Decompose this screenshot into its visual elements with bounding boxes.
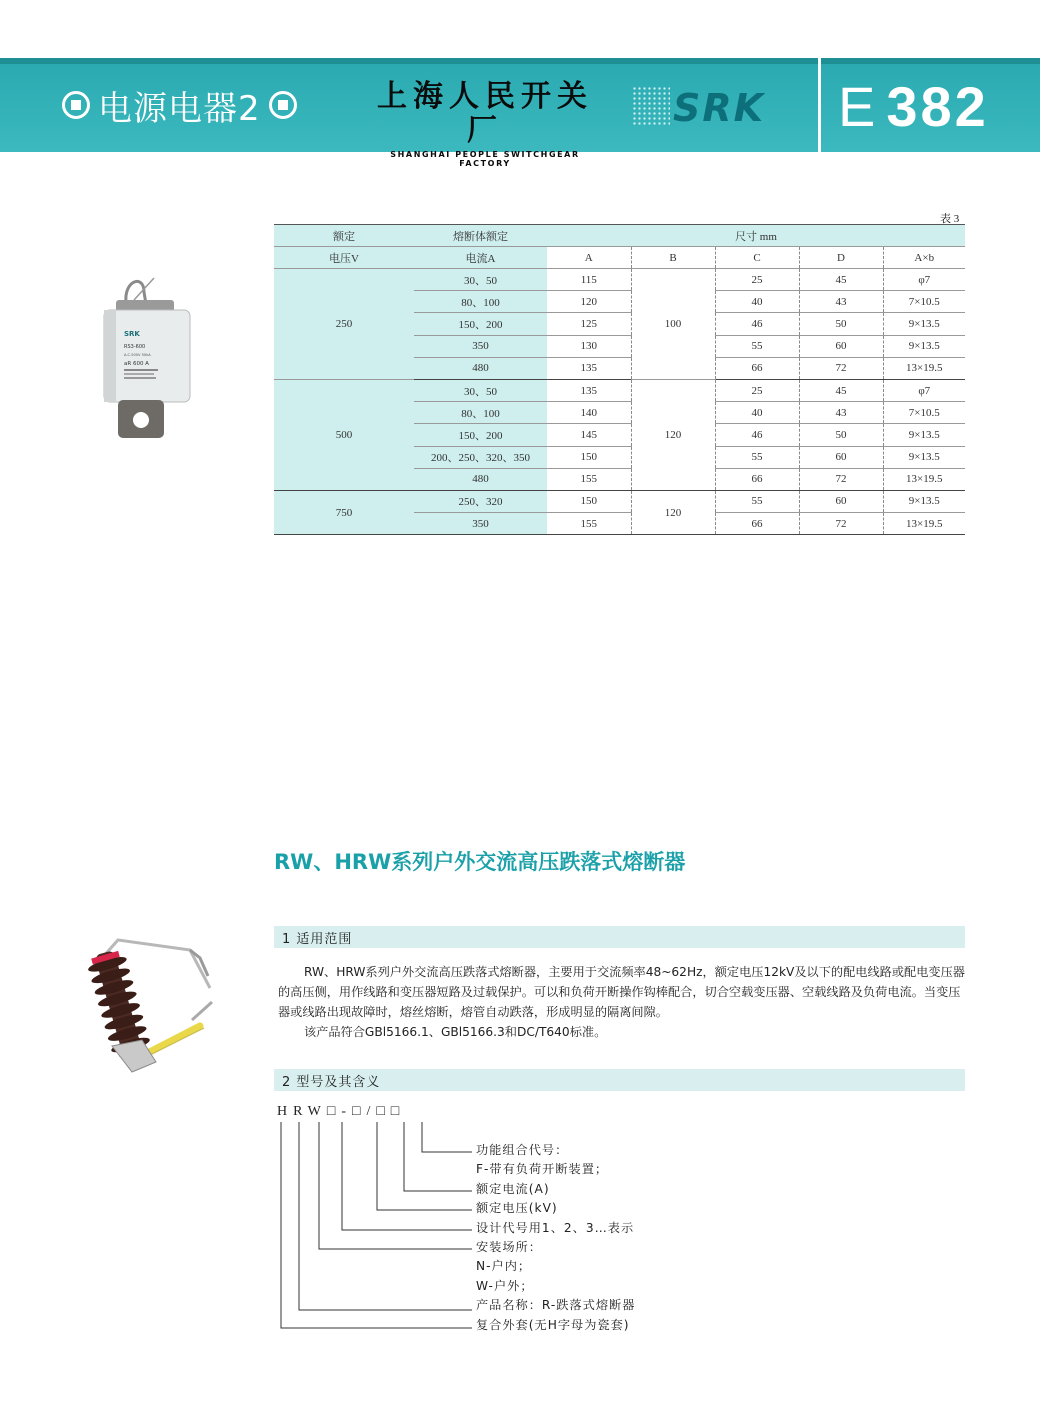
- cell-c: 66: [715, 513, 799, 535]
- table-row: [274, 490, 965, 512]
- cell-a: 155: [547, 468, 631, 490]
- cell-axb: 9×13.5: [883, 446, 965, 468]
- standard-text: 该产品符合GBl5166.1、GBl5166.3和DC/T640标准。: [304, 1025, 607, 1039]
- cell-d: 43: [799, 291, 883, 313]
- scope-text: RW、HRW系列户外交流高压跌落式熔断器，主要用于交流频率48~62Hz，额定电压12kV及以下的配电线路或配电变压器的高压侧，用作线路和变压器短路及过载保护。可以和负荷开断操作钩棒配合，切合空载变压器、空载线路及负荷电流。当变压器或线路出现故障时，熔丝熔断，熔管自动跌落，形成明显的隔离间隙。: [278, 965, 965, 1019]
- cell-current: 480: [414, 357, 547, 379]
- cell-a: 135: [547, 379, 631, 401]
- cell-current: 150、200: [414, 313, 547, 335]
- cell-d: 72: [799, 357, 883, 379]
- col-head-d: D: [799, 247, 883, 269]
- subsection-title-scope: 1 适用范围: [282, 932, 353, 947]
- section-title: RW、HRW系列户外交流高压跌落式熔断器: [274, 850, 686, 874]
- brand-logo: SRK: [673, 86, 766, 130]
- cell-axb: φ7: [883, 269, 965, 291]
- table-row: [274, 379, 965, 401]
- banner-divider: [818, 58, 821, 152]
- cell-axb: 9×13.5: [883, 313, 965, 335]
- subsection-title-model: 2 型号及其含义: [282, 1075, 381, 1090]
- legend-line: 额定电压(kV): [476, 1201, 558, 1216]
- subsection-bar-scope: [274, 926, 965, 948]
- cell-current: 80、100: [414, 291, 547, 313]
- cell-a: 145: [547, 424, 631, 446]
- cell-a: 130: [547, 335, 631, 357]
- cell-b: 120: [631, 490, 715, 534]
- page-digits: 382: [886, 75, 989, 138]
- cell-a: 140: [547, 402, 631, 424]
- cell-voltage: 250: [274, 269, 414, 380]
- cell-d: 72: [799, 513, 883, 535]
- cell-a: 150: [547, 446, 631, 468]
- cell-axb: 13×19.5: [883, 357, 965, 379]
- cell-axb: 7×10.5: [883, 402, 965, 424]
- fuse-model: RS3-600: [124, 344, 146, 350]
- legend-line: N-户内；: [476, 1259, 532, 1274]
- dimension-table: [274, 224, 965, 535]
- cell-d: 45: [799, 269, 883, 291]
- cell-voltage: 500: [274, 379, 414, 490]
- cell-current: 30、50: [414, 379, 547, 401]
- cell-d: 60: [799, 335, 883, 357]
- cell-axb: 7×10.5: [883, 291, 965, 313]
- legend-line: F-带有负荷开断装置；: [476, 1162, 609, 1177]
- cell-c: 40: [715, 402, 799, 424]
- category-label: [54, 80, 305, 130]
- cell-axb: 9×13.5: [883, 490, 965, 512]
- model-legend: [476, 1141, 635, 1335]
- cell-current: 350: [414, 513, 547, 535]
- cell-a: 125: [547, 313, 631, 335]
- cell-axb: 9×13.5: [883, 424, 965, 446]
- factory-name-cn: 上海人民开关厂: [377, 79, 593, 148]
- cell-c: 55: [715, 335, 799, 357]
- cell-c: 66: [715, 357, 799, 379]
- factory-name-en: SHANGHAI PEOPLE SWITCHGEAR FACTORY: [390, 150, 580, 168]
- dot-pattern: [632, 86, 670, 126]
- cell-c: 66: [715, 468, 799, 490]
- cell-current: 30、50: [414, 269, 547, 291]
- cell-voltage: 750: [274, 490, 414, 534]
- category-text: 电源电器2: [98, 88, 261, 129]
- cell-current: 480: [414, 468, 547, 490]
- col-head-a: A: [547, 247, 631, 269]
- scope-paragraph: [278, 962, 968, 1042]
- col-head-current-2: 电流A: [414, 247, 547, 269]
- cell-c: 46: [715, 424, 799, 446]
- square-body-fuse-photo: [96, 270, 196, 450]
- cell-a: 115: [547, 269, 631, 291]
- banner-stripe: [0, 58, 1040, 64]
- col-head-voltage-1: 额定: [274, 225, 414, 247]
- page-number: [838, 74, 989, 139]
- fuse-rating: aR 600 A: [124, 361, 149, 367]
- cell-current: 350: [414, 335, 547, 357]
- fuse-line1: A.C.500V 50kA: [124, 353, 151, 357]
- cell-d: 50: [799, 313, 883, 335]
- col-head-voltage-2: 电压V: [274, 247, 414, 269]
- cell-d: 50: [799, 424, 883, 446]
- col-head-c: C: [715, 247, 799, 269]
- legend-line: W-户外；: [476, 1278, 534, 1293]
- cell-current: 250、320: [414, 490, 547, 512]
- cell-axb: φ7: [883, 379, 965, 401]
- dropout-fuse-photo: [72, 928, 222, 1078]
- legend-line: 额定电流(A): [476, 1181, 550, 1196]
- table-row: [274, 269, 965, 291]
- legend-connector-lines: [276, 1122, 476, 1340]
- col-head-axb: A×b: [883, 247, 965, 269]
- cell-axb: 13×19.5: [883, 468, 965, 490]
- cell-current: 200、250、320、350: [414, 446, 547, 468]
- cell-axb: 13×19.5: [883, 513, 965, 535]
- table-caption: 表 3: [940, 213, 960, 225]
- cell-c: 55: [715, 490, 799, 512]
- cell-c: 46: [715, 313, 799, 335]
- bullet-icon: [62, 91, 90, 119]
- bullet-icon: [269, 91, 297, 119]
- cell-c: 55: [715, 446, 799, 468]
- cell-d: 43: [799, 402, 883, 424]
- model-code: HRW□-□/□□: [277, 1104, 406, 1119]
- legend-line: 安装场所：: [476, 1240, 542, 1255]
- cell-d: 72: [799, 468, 883, 490]
- cell-d: 60: [799, 446, 883, 468]
- cell-b: 120: [631, 379, 715, 490]
- col-head-dims: 尺寸 mm: [547, 225, 965, 247]
- cell-a: 135: [547, 357, 631, 379]
- cell-current: 80、100: [414, 402, 547, 424]
- cell-current: 150、200: [414, 424, 547, 446]
- legend-line: 功能组合代号：: [476, 1143, 569, 1157]
- cell-c: 40: [715, 291, 799, 313]
- col-head-current-1: 熔断体额定: [414, 225, 547, 247]
- cell-a: 155: [547, 513, 631, 535]
- cell-a: 150: [547, 490, 631, 512]
- page-letter: E: [838, 75, 879, 138]
- factory-logo: [365, 80, 605, 168]
- cell-axb: 9×13.5: [883, 335, 965, 357]
- cell-b: 100: [631, 269, 715, 380]
- fuse-brand: SRK: [124, 330, 140, 338]
- cell-d: 45: [799, 379, 883, 401]
- header-banner: [0, 58, 1040, 168]
- col-head-b: B: [631, 247, 715, 269]
- cell-a: 120: [547, 291, 631, 313]
- legend-line: 产品名称：R-跌落式熔断器: [476, 1298, 636, 1313]
- subsection-bar-model: [274, 1069, 965, 1091]
- cell-c: 25: [715, 269, 799, 291]
- cell-d: 60: [799, 490, 883, 512]
- legend-line: 复合外套(无H字母为瓷套): [476, 1317, 630, 1332]
- cell-c: 25: [715, 379, 799, 401]
- legend-line: 设计代号用1、2、3…表示: [476, 1220, 635, 1235]
